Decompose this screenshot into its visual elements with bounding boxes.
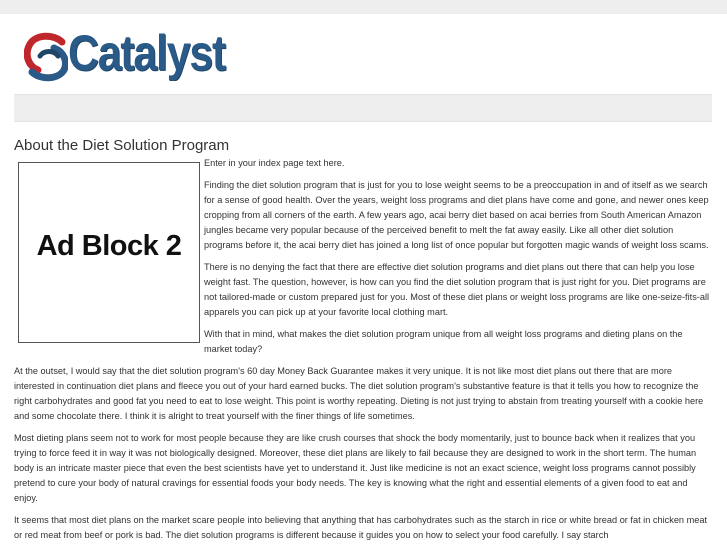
main-content bbox=[14, 156, 712, 550]
logo-wordmark: Catalyst bbox=[68, 25, 225, 81]
navigation-bar bbox=[14, 94, 712, 122]
intro-paragraph: Enter in your index page text here. bbox=[204, 158, 345, 168]
ad-block[interactable] bbox=[18, 162, 200, 343]
body-paragraph: Most dieting plans seem not to work for most people because they are like crush courses that shock the body momentarily, just to bounce back when it realizes that you trying to force feed it in way it was not biologically designed. Moreover, these diet plans are likely to fail because they are designed to work in the short term. The human body is an intricate master piece that even the best scientists have yet to understand it. Just like medicine is not an exact science, weight loss programs cannot possibly pretend to cure your body of natural cravings for essential foods your body needs. The key is knowing what the right and essential elements of a given food to eat and enjoy. bbox=[14, 433, 697, 503]
top-strip bbox=[0, 0, 727, 14]
ad-block-label: Ad Block 2 bbox=[36, 230, 182, 262]
body-paragraph: At the outset, I would say that the diet solution program's 60 day Money Back Guarantee makes it very unique. It is not like most diet plans out there that are more interested in continuation diet plans and fleece you out of your hard earned bucks. The diet solution program's substantive feature is that it tells you how to recognize the right carbohydrates and good fat you need to eat to lose weight. This point is worthy repeating. Dieting is not just trying to abstain from treating yourself with a cookie here and some chocolate there. I think it is alright to treat yourself with the finer things of life sometimes. bbox=[14, 366, 704, 421]
body-paragraph: There is no denying the fact that there are effective diet solution programs and diet plans out there that can help you lose weight fast. The question, however, is how can you find the diet solution program that is just right for you. Diet programs are not tailored-made or custom prepared just for you. Most of these diet plans or weight loss programs are like one-seize-fits-all apparels you can pick up at your favorite local clothing mart. bbox=[204, 262, 710, 317]
body-paragraph: With that in mind, what makes the diet solution program unique from all weight loss programs and dieting plans on the market today? bbox=[204, 329, 683, 354]
body-paragraph: Finding the diet solution program that is just for you to lose weight seems to be a preoccupation in and of itself as we search for a sense of good health. Over the years, weight loss programs and diet plans have come and gone, and newer ones keep cropping from all corners of the earth. A few years ago, acai berry diet based on acai berries from South American Amazon jungles became very popular because of the perceived benefit to melt the fat away easily. Like all other diet solution programs before it, the acai berry diet has joined a long list of once popular but forgotten magic wands of weight loss scams. bbox=[204, 180, 709, 250]
catalyst-swirl-icon bbox=[24, 32, 68, 82]
body-paragraph: It seems that most diet plans on the market scare people into believing that anything that has carbohydrates such as the starch in rice or white bread or fat in chicken meat or red meat from beef or pork is bad. The diet solution programs is different because it guides you on how to select your food carefully. I say starch bbox=[14, 515, 708, 540]
page-title: About the Diet Solution Program bbox=[14, 137, 230, 154]
